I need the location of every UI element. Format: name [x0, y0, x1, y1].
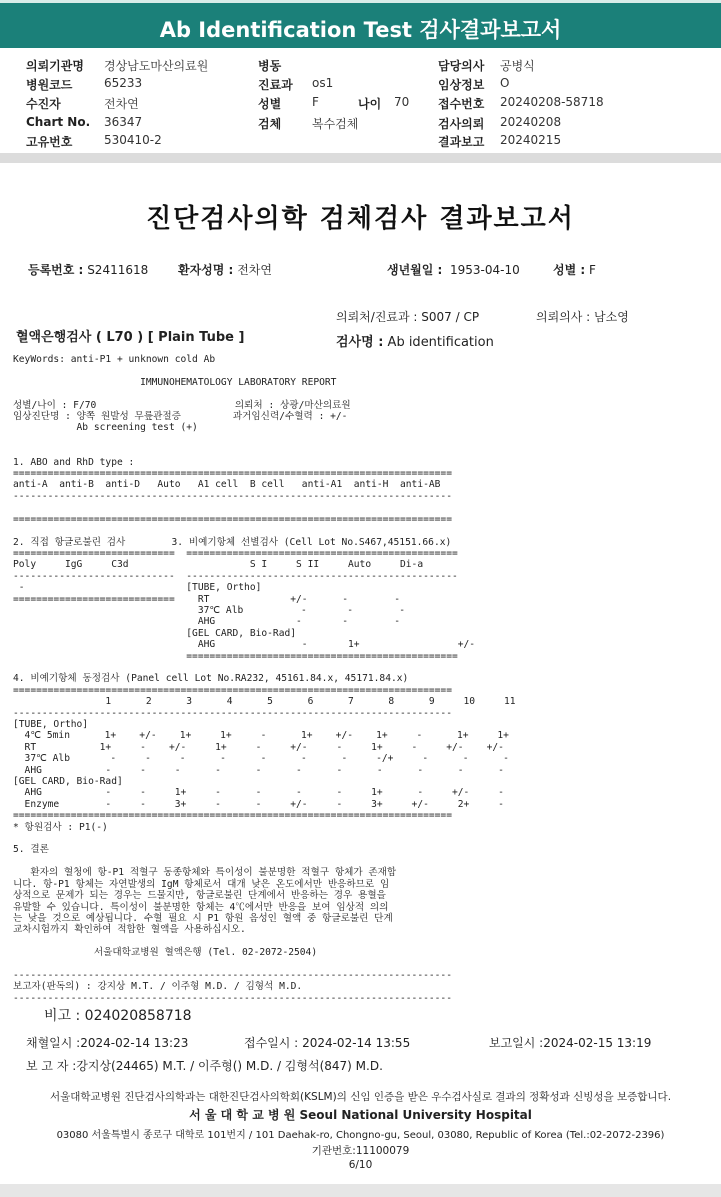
dob: 생년월일 : 1953-04-10	[387, 263, 520, 277]
header-row: 고유번호	[26, 135, 73, 149]
header-row: 병원코드	[26, 78, 73, 92]
hospital-name: 서 울 대 학 교 병 원 Seoul National University Hospital	[189, 1108, 532, 1122]
patient-name: 환자성명 : 전차연	[178, 263, 272, 277]
header-row: 검사의뢰	[438, 117, 485, 131]
test-name: 검사명 : Ab identification	[336, 335, 494, 350]
header-value: 70	[394, 95, 410, 109]
received-time: 접수일시 : 2024-02-14 13:55	[244, 1036, 411, 1050]
header-row: 진료과	[258, 78, 293, 92]
header-row: 의뢰기관명	[26, 59, 84, 73]
header-value: os1	[312, 76, 334, 90]
institution-number: 기관번호:11100079	[311, 1145, 410, 1157]
header-row: 나이	[358, 97, 382, 111]
report-title: 진단검사의학 검체검사 결과보고서	[146, 204, 575, 234]
page-number: 6/10	[348, 1159, 373, 1171]
dept: 의뢰처/진료과 : S007 / CP	[336, 310, 480, 324]
header-value: 530410-2	[104, 133, 162, 147]
header-row: 병동	[258, 59, 282, 73]
header-row: 접수번호	[438, 97, 485, 111]
hospital-address: 03080 서울특별시 종로구 대학로 101번지 / 101 Daehak-ro, Chongno-gu, Seoul, 03080, Republic of Korea (Tel.:02-2072-2396)	[56, 1130, 665, 1141]
remarks: 비고 : 024020858718	[44, 1008, 192, 1024]
header-row: 수진자	[26, 97, 61, 111]
header-value: 65233	[104, 76, 143, 90]
lab-report-text: KeyWords: anti-P1 + unknown cold Ab IMMUNOHEMATOLOGY LABORATORY REPORT 성별/나이 : F/70 의뢰처 : 상광/마산의료원 임상진단명 : 양쪽 원발성 무릎관절증 과거임신력/수혈력 : +/- Ab screening test (+) 1. ABO and RhD type : ============================================================================ anti-A anti-B anti-D Auto A1 cell B cell anti-A1 anti-H anti-AB ---------------------------------------------------------------------------- ============================================================================ 2. 직접 항글로불린 검사 3. 비예기항체 선별검사 (Cell Lot No.S467,45151.66.x) ============================ =============================================== Poly IgG C3d S I S II Auto Di-a ---------------------------- ----------------------------------------------- - [TUBE, Ortho] ============================ RT +/- - - 37℃ Alb - - - AHG - - - [GEL CARD, Bio-Rad] AHG - 1+ +/- =============================================== 4. 비예기항체 동정검사 (Panel cell Lot No.RA232, 45161.84.x, 45171.84.x) ============================================================================ 1 2 3 4 5 6 7 8 9 10 11 ---------------------------------------------------------------------------- [TUBE, Ortho] 4℃ 5min 1+ +/- 1+ 1+ - 1+ +/- 1+ - 1+ 1+ RT 1+ - +/- 1+ - +/- - 1+ - +/- +/- 37℃ Alb - - - - - - - -/+ - - - AHG - - - - - - - - - - - [GEL CARD, Bio-Rad] AHG - - 1+ - - - - 1+ - +/- - Enzyme - - 3+ - - +/- - 3+ +/- 2+ - ============================================================================ * 항원검사 : P1(-) 5. 결론 환자의 혈청에 항-P1 적혈구 동종항체와 특이성이 불분명한 적혈구 항체가 존재합 니다. 항-P1 항체는 자연발생의 IgM 항체로서 대개 낮은 온도에서만 반응하므로 임 상적으로 문제가 되는 경우는 드물지만, 항글로불린 단계에서 반응하는 경우 용혈을 유발할 수 있습니다. 특이성이 불분명한 항체는 4℃에서만 반응을 보여 임상적 의의 는 낮을 것으로 예상됩니다. 수혈 필요 시 P1 항원 음성인 혈액 중 항글로불린 단계 교차시험까지 확인하여 적합한 혈액을 사용하십시오. 서울대학교병원 혈액은행 (Tel. 02-2072-2504) ---------------------------------------------------------------------------- 보고자(판독의) : 강지상 M.T. / 이주형 M.D. / 김형석 M.D. ----------------------------------------------------------------------------	[13, 354, 516, 1004]
header-row: 담당의사	[438, 59, 485, 73]
page-separator	[0, 153, 721, 163]
sex: 성별 : F	[553, 263, 596, 277]
header-value: O	[500, 76, 510, 90]
header-row: 검체	[258, 117, 282, 131]
header-value: 전차연	[104, 97, 139, 111]
header-value: 36347	[104, 115, 143, 129]
header-value: 공병식	[500, 59, 535, 73]
header-row: 임상정보	[438, 78, 485, 92]
header-row: Chart No.	[26, 115, 91, 129]
header-row: 결과보고	[438, 135, 485, 149]
reg-no: 등록번호 : S2411618	[28, 263, 149, 277]
reported-time: 보고일시 :2024-02-15 13:19	[489, 1036, 652, 1050]
ordering-doctor: 의뢰의사 : 남소영	[536, 310, 629, 324]
reporters: 보 고 자 :강지상(24465) M.T. / 이주형() M.D. / 김형석(847) M.D.	[26, 1059, 383, 1073]
header-value: 20240215	[500, 133, 562, 147]
certification-note: 서울대학교병원 진단검사의학과는 대한진단검사의학회(KSLM)의 신임 인증을 받은 우수검사실로 결과의 정확성과 신빙성을 보증합니다.	[49, 1091, 672, 1103]
header-value: F	[312, 95, 319, 109]
header-row: 성별	[258, 97, 282, 111]
test-group: 혈액은행검사 ( L70 ) [ Plain Tube ]	[16, 330, 245, 345]
header-value: 경상남도마산의료원	[104, 59, 209, 73]
page-bottom-band	[0, 1184, 721, 1197]
header-value: 20240208	[500, 115, 562, 129]
header-value: 복수검체	[312, 117, 359, 131]
collected-time: 채혈일시 :2024-02-14 13:23	[26, 1036, 189, 1050]
header-value: 20240208-58718	[500, 95, 604, 109]
report-banner: Ab Identification Test 검사결과보고서	[0, 0, 721, 48]
